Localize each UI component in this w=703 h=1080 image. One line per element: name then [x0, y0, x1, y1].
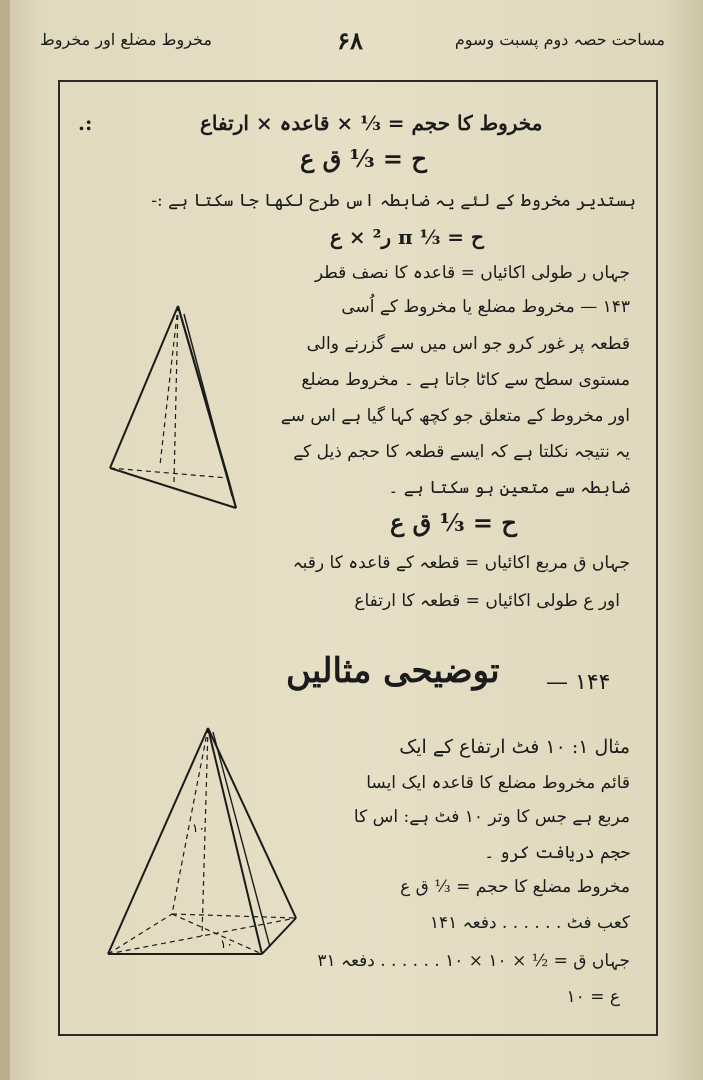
formula-frustum-volume: ح = ⅓ ق ع: [390, 508, 517, 537]
example-1-line: حجم دریافت کرو ۔: [484, 843, 630, 863]
paragraph-line: ضابطہ سے متعین ہو سکتا ہے ۔: [388, 478, 630, 498]
section-143-heading: ۱۴۳ — مخروط مضلع یا مخروط کے اُسی: [341, 297, 630, 317]
example-1-formula: مخروط مضلع کا حجم = ⅓ ق ع: [400, 877, 630, 897]
example-1-base-area: جہاں ق = ½ × ۱۰ × ۱۰ . . . . . . دفعہ ۳۱: [317, 951, 630, 971]
paragraph-line: یہ نتیجہ نکلتا ہے کہ ایسے قطعہ کا حجم ذیل کے: [293, 442, 630, 462]
pyramid-figure-2: [100, 722, 305, 962]
example-1-height: ع = ۱۰: [566, 987, 620, 1007]
example-1-line: قائم مخروط مضلع کا قاعدہ ایک ایسا: [366, 773, 630, 793]
height-label: ۱۰: [192, 821, 205, 835]
text-circular-cone-intro: ہستدیر مخروط کے لئے یہ ضابطہ اس طرح لکھا جا سکتا ہے :-: [151, 191, 636, 211]
paragraph-line: مستوی سطح سے کاٹا جاتا ہے ۔ مخروط مضلع: [301, 370, 630, 390]
base-diagonal-label: ۱۰: [220, 937, 233, 951]
page-number: ۶۸: [337, 26, 363, 55]
formula-circular-cone: ح = ⅓ π ر² × ع: [330, 225, 484, 249]
paragraph-line: قطعہ پر غور کرو جو اس میں سے گزرنے والی: [306, 334, 630, 354]
text-area-definition: جہاں ق مربع اکائیاں = قطعہ کے قاعدہ کا رقبہ: [292, 553, 630, 573]
formula-v-equals: ح = ⅓ ق ع: [300, 144, 427, 173]
running-header-right: مساحت حصہ دوم پسبت وسوم: [454, 30, 665, 49]
running-header-left: مخروط مضلع اور مخروط: [40, 30, 212, 49]
therefore-symbol: :.: [78, 111, 93, 135]
paragraph-line: اور مخروط کے متعلق جو کچھ کہا گیا ہے اس سے: [280, 406, 630, 426]
text-height-definition: اور ع طولی اکائیاں = قطعہ کا ارتفاع: [354, 591, 620, 611]
example-1-reference: کعب فٹ . . . . . . دفعہ ۱۴۱: [429, 913, 630, 933]
section-144-number: ۱۴۴ —: [546, 670, 611, 695]
example-1-line: مربع ہے جس کا وتر ۱۰ فٹ ہے: اس کا: [353, 807, 630, 827]
pyramid-figure-1: [100, 300, 250, 515]
example-1-line: مثال ۱: ۱۰ فٹ ارتفاع کے ایک: [399, 736, 630, 758]
section-144-title: توضیحی مثالیں: [286, 651, 500, 691]
text-radius-definition: جہاں ر طولی اکائیاں = قاعدہ کا نصف قطر: [314, 263, 630, 283]
book-spine-shadow: [0, 0, 10, 1080]
formula-cone-volume: مخروط کا حجم = ⅓ × قاعدہ × ارتفاع: [200, 111, 543, 135]
